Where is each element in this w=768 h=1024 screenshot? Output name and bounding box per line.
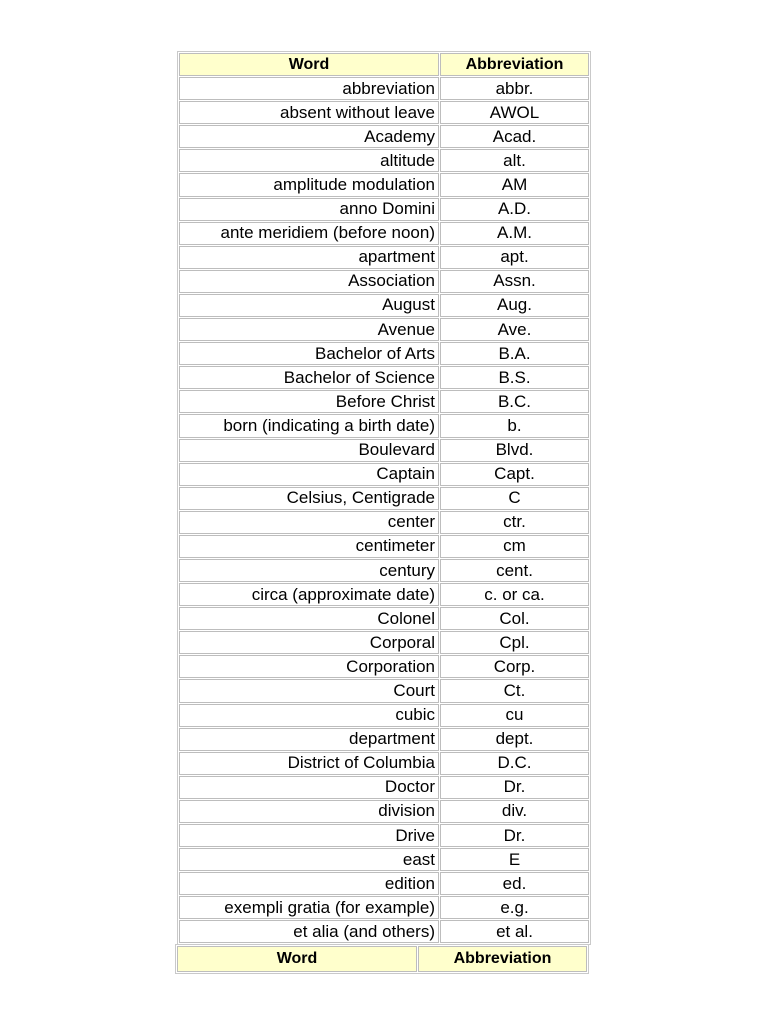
abbreviation-cell: B.A. [440,342,589,365]
table-row [179,704,589,727]
abbreviation-cell: et al. [440,920,589,943]
word-cell: apartment [179,246,439,269]
abbreviation-cell: cent. [440,559,589,582]
table-row [179,463,589,486]
abbreviation-cell: D.C. [440,752,589,775]
abbreviation-cell: A.D. [440,198,589,221]
abbreviation-cell: Acad. [440,125,589,148]
table-row [179,198,589,221]
table-row [179,655,589,678]
word-cell: Colonel [179,607,439,630]
abbreviation-cell: cm [440,535,589,558]
table-row [179,776,589,799]
word-column-header: Word [179,53,439,76]
abbreviation-column-header: Abbreviation [440,53,589,76]
table-row [179,125,589,148]
word-cell: division [179,800,439,823]
abbreviation-column-header: Abbreviation [418,946,587,972]
word-cell: Boulevard [179,439,439,462]
word-cell: altitude [179,149,439,172]
abbreviation-cell: Dr. [440,824,589,847]
word-cell: Bachelor of Science [179,366,439,389]
abbreviation-cell: Capt. [440,463,589,486]
table-row [179,149,589,172]
word-cell: Corporation [179,655,439,678]
table-row [179,583,589,606]
table-row [179,679,589,702]
table-row [179,77,589,100]
word-cell: absent without leave [179,101,439,124]
table-row [179,439,589,462]
abbreviation-cell: e.g. [440,896,589,919]
table-row [179,728,589,751]
word-cell: circa (approximate date) [179,583,439,606]
abbreviation-cell: c. or ca. [440,583,589,606]
abbreviation-cell: apt. [440,246,589,269]
table-row [179,631,589,654]
word-cell: Avenue [179,318,439,341]
word-cell: anno Domini [179,198,439,221]
table-body [179,77,589,943]
word-cell: Corporal [179,631,439,654]
table-row [179,270,589,293]
abbreviation-cell: Cpl. [440,631,589,654]
abbreviation-cell: Corp. [440,655,589,678]
abbreviation-cell: A.M. [440,222,589,245]
table-row [179,318,589,341]
table-row [179,872,589,895]
word-cell: centimeter [179,535,439,558]
table-row [179,390,589,413]
abbreviation-cell: Dr. [440,776,589,799]
table-row [179,487,589,510]
table-row [179,222,589,245]
table-row [179,246,589,269]
word-cell: Bachelor of Arts [179,342,439,365]
table-row [179,511,589,534]
word-cell: Court [179,679,439,702]
table-row [179,896,589,919]
word-cell: east [179,848,439,871]
word-cell: edition [179,872,439,895]
table-row [179,366,589,389]
table-header-row [177,946,587,972]
abbreviation-cell: Col. [440,607,589,630]
table-row [179,342,589,365]
abbreviation-cell: AM [440,173,589,196]
word-cell: Doctor [179,776,439,799]
word-cell: abbreviation [179,77,439,100]
word-cell: et alia (and others) [179,920,439,943]
abbreviation-cell: b. [440,414,589,437]
word-column-header: Word [177,946,417,972]
table-row [179,535,589,558]
table-row [179,414,589,437]
word-cell: born (indicating a birth date) [179,414,439,437]
abbreviation-cell: ctr. [440,511,589,534]
word-cell: department [179,728,439,751]
word-cell: Drive [179,824,439,847]
abbreviation-cell: abbr. [440,77,589,100]
table-row [179,824,589,847]
table-row [179,294,589,317]
table-row [179,920,589,943]
abbreviation-cell: ed. [440,872,589,895]
table-row [179,173,589,196]
abbreviation-cell: Ct. [440,679,589,702]
word-cell: ante meridiem (before noon) [179,222,439,245]
word-cell: Association [179,270,439,293]
table-header-row [179,53,589,76]
abbreviation-cell: cu [440,704,589,727]
abbreviation-cell: Aug. [440,294,589,317]
abbreviation-cell: AWOL [440,101,589,124]
word-cell: Academy [179,125,439,148]
table-row [179,800,589,823]
word-cell: center [179,511,439,534]
abbreviation-cell: div. [440,800,589,823]
abbreviation-cell: Ave. [440,318,589,341]
abbreviation-cell: alt. [440,149,589,172]
word-cell: Before Christ [179,390,439,413]
word-cell: exempli gratia (for example) [179,896,439,919]
repeated-header-table [175,944,589,974]
word-cell: Captain [179,463,439,486]
abbreviation-cell: Assn. [440,270,589,293]
abbreviation-cell: B.C. [440,390,589,413]
abbreviation-cell: dept. [440,728,589,751]
abbreviation-cell: C [440,487,589,510]
word-cell: amplitude modulation [179,173,439,196]
table-row [179,101,589,124]
word-cell: century [179,559,439,582]
abbreviation-cell: Blvd. [440,439,589,462]
abbreviation-cell: B.S. [440,366,589,389]
table-row [179,848,589,871]
abbreviation-table [177,51,591,945]
word-cell: August [179,294,439,317]
word-cell: cubic [179,704,439,727]
table-row [179,559,589,582]
table-row [179,752,589,775]
word-cell: Celsius, Centigrade [179,487,439,510]
word-cell: District of Columbia [179,752,439,775]
table-row [179,607,589,630]
abbreviation-cell: E [440,848,589,871]
